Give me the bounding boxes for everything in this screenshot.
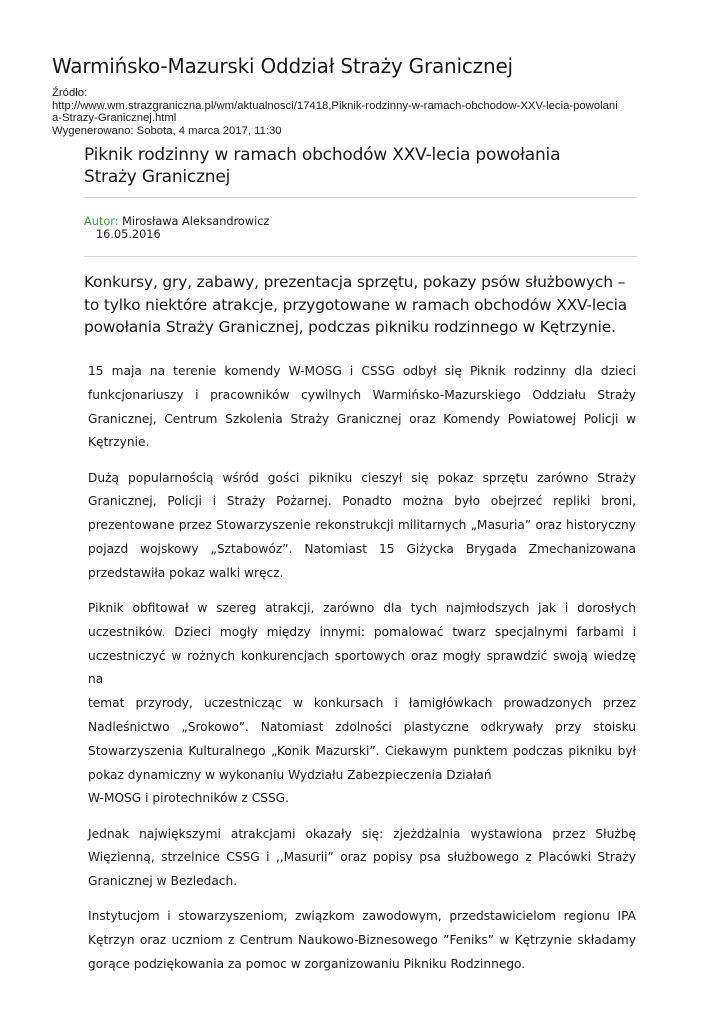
body-line: Jednak największymi atrakcjami okazały się: zjeżdżalnia wystawiona przez Służbę (88, 826, 636, 841)
publish-date: 16.05.2016 (96, 228, 161, 241)
paragraph-4 (88, 823, 636, 894)
body-line: pojazd wojskowy „Sztabowóz”. Natomiast 15 Giżycka Brygada Zmechanizowana (88, 541, 636, 556)
author-label: Autor: (84, 215, 119, 228)
body-line: Granicznej, Centrum Szkolenia Straży Granicznej oraz Komendy Powiatowej Policji w (88, 411, 636, 426)
body-line: pokaz dynamiczny w wykonaniu Wydziału Zabezpieczenia Działań (88, 767, 492, 782)
paragraph-1 (88, 360, 636, 455)
body-line: temat przyrody, uczestnicząc w konkursach i łamigłówkach prowadzonych przez (88, 696, 636, 711)
article-lead (84, 271, 644, 339)
paragraph-5 (88, 905, 636, 976)
author-name: Mirosława Aleksandrowicz (118, 215, 270, 228)
author-line (84, 215, 269, 228)
source-url-line-1[interactable]: http://www.wm.strazgraniczna.pl/wm/aktualnosci/17418,Piknik-rodzinny-w-ramach-obchodow-XXV-lecia-powolani (52, 99, 618, 112)
lead-line: Konkursy, gry, zabawy, prezentacja sprzętu, pokazy psów służbowych – (84, 273, 626, 291)
divider-top (84, 197, 637, 198)
article-title (84, 144, 644, 188)
body-line: Piknik obfitował w szereg atrakcji, zarówno dla tych najmłodszych jak i dorosłych (88, 600, 636, 615)
body-line: 15 maja na terenie komendy W-MOSG i CSSG odbył się Piknik rodzinny dla dzieci (88, 364, 636, 378)
divider-bottom (84, 256, 637, 257)
body-line: prezentowane przez Stowarzyszenie rekonstrukcji militarnych „Masuria” oraz historyczny (88, 518, 636, 533)
source-label: Źródło: (52, 87, 88, 99)
article-title-line-2: Straży Granicznej (84, 167, 231, 187)
source-meta (52, 87, 677, 138)
body-line: Dużą popularnością wśród gości pikniku cieszył się pokaz sprzętu zarówno Straży (88, 470, 636, 485)
site-title: Warmińsko-Mazurski Oddział Straży Granicznej (52, 54, 513, 78)
body-line: Kętrzynie. (88, 435, 150, 450)
lead-line: to tylko niektóre atrakcje, przygotowane w ramach obchodów XXV-lecia (84, 295, 628, 314)
body-line: Granicznej w Bezledach. (88, 874, 238, 889)
article-body (88, 360, 636, 988)
body-line: funkcjonariuszy i pracowników cywilnych Warmińsko-Mazurskiego Oddziału Straży (88, 387, 636, 402)
body-line: W-MOSG i pirotechników z CSSG. (88, 791, 290, 806)
body-line: Kętrzyn oraz uczniom z Centrum Naukowo-Biznesowego ”Feniks” w Kętrzynie składamy (88, 933, 636, 948)
source-url-line-2[interactable]: a-Strazy-Granicznej.html (52, 112, 177, 125)
body-line: Stowarzyszenia Kulturalnego „Konik Mazurski”. Ciekawym punktem podczas pikniku był (88, 743, 636, 758)
paragraph-2 (88, 467, 636, 586)
lead-line: powołania Straży Granicznej, podczas pikniku rodzinnego w Kętrzynie. (84, 318, 616, 337)
body-line: przedstawiła pokaz walki wręcz. (88, 565, 284, 580)
generated-timestamp: Wygenerowano: Sobota, 4 marca 2017, 11:30 (52, 125, 282, 138)
paragraph-3 (88, 597, 636, 811)
body-line: uczestniczyć w rożnych konkurencjach sportowych oraz mogły sprawdzić swoją wiedzę na (88, 648, 636, 687)
body-line: Granicznej, Policji i Straży Pożarnej. Ponadto można było obejrzeć repliki broni, (88, 494, 636, 509)
body-line: gorące podziękowania za pomoc w zorganizowaniu Pikniku Rodzinnego. (88, 956, 526, 971)
body-line: Więzienną, strzelnice CSSG i ,,Masurii” oraz popisy psa służbowego z Placówki Straży (88, 850, 636, 865)
body-line: uczestników. Dzieci mogły między innymi: pomalować twarz specjalnymi farbami i (88, 624, 636, 639)
body-line: Nadleśnictwo „Srokowo”. Natomiast zdolności plastyczne odkrywały przy stoisku (88, 719, 636, 734)
article-title-line-1: Piknik rodzinny w ramach obchodów XXV-lecia powołania (84, 145, 561, 165)
body-line: Instytucjom i stowarzyszeniom, związkom zawodowym, przedstawicielom regionu IPA (88, 909, 636, 924)
